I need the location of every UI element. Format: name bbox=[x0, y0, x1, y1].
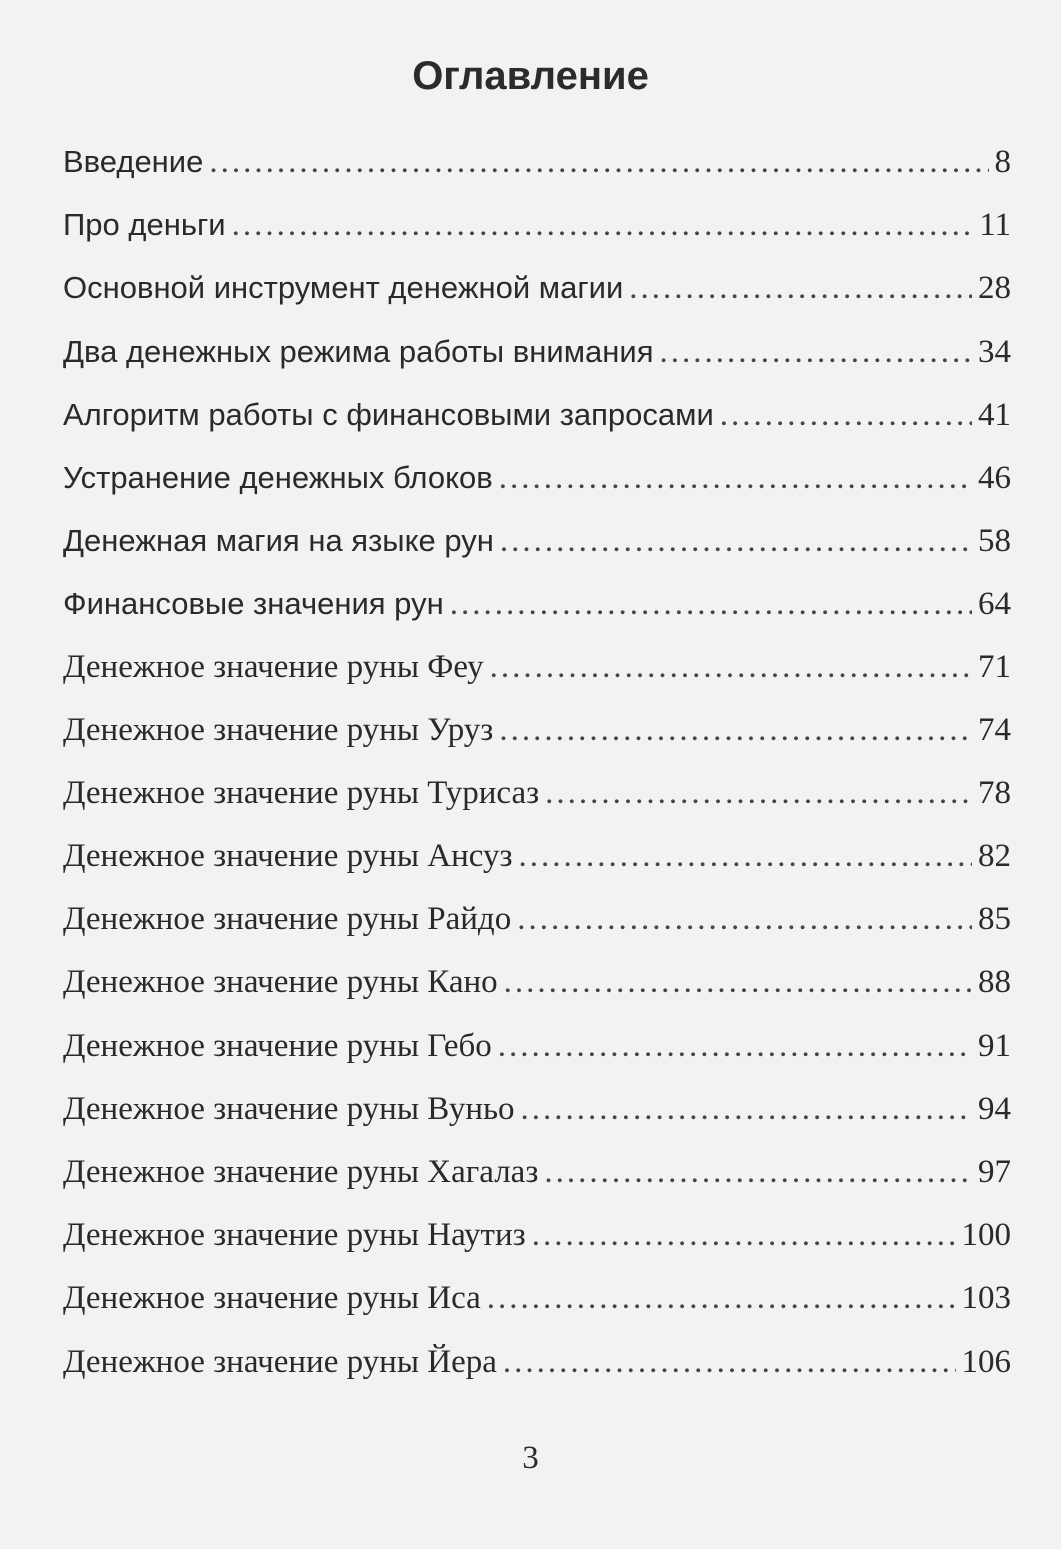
toc-leader-dots bbox=[629, 257, 972, 320]
toc-leader-dots bbox=[521, 1078, 972, 1141]
toc-leader-dots bbox=[450, 573, 972, 636]
toc-entry-label: Устранение денежных блоков bbox=[63, 459, 493, 495]
toc-entry-label: Денежное значение руны Йера bbox=[63, 1343, 497, 1380]
toc-entry-label: Основной инструмент денежной магии bbox=[63, 270, 624, 306]
toc-entry-page: 82 bbox=[978, 838, 1011, 875]
toc-entry bbox=[63, 130, 1011, 193]
toc-entry bbox=[63, 1267, 1011, 1330]
toc-entry bbox=[63, 509, 1011, 572]
toc-entry bbox=[63, 446, 1011, 509]
toc-entry-label: Денежное значение руны Иса bbox=[63, 1280, 481, 1317]
toc-entry bbox=[63, 572, 1011, 635]
toc-entry bbox=[63, 1204, 1011, 1267]
toc-entry-page: 28 bbox=[978, 270, 1011, 307]
toc-entry-label: Денежное значение руны Кано bbox=[63, 964, 498, 1001]
toc-entry-page: 41 bbox=[978, 396, 1011, 433]
toc-entry bbox=[63, 320, 1011, 383]
toc-leader-dots bbox=[498, 1015, 972, 1078]
toc-leader-dots bbox=[499, 447, 972, 510]
toc-entry bbox=[63, 193, 1011, 256]
toc-entry-page: 91 bbox=[978, 1027, 1011, 1064]
toc-entry bbox=[63, 951, 1011, 1014]
toc-leader-dots bbox=[490, 636, 972, 699]
toc-entry-label: Денежное значение руны Ансуз bbox=[63, 838, 513, 875]
toc-leader-dots bbox=[487, 1267, 956, 1330]
toc-entry-label: Денежное значение руны Турисаз bbox=[63, 774, 540, 811]
toc-leader-dots bbox=[544, 1141, 972, 1204]
toc-entry-page: 64 bbox=[978, 586, 1011, 623]
toc-entry bbox=[63, 636, 1011, 699]
toc-entry bbox=[63, 1015, 1011, 1078]
toc-leader-dots bbox=[500, 510, 972, 573]
toc-entry-label: Про деньги bbox=[63, 207, 226, 243]
toc-entry-page: 11 bbox=[979, 207, 1011, 244]
toc-entry bbox=[63, 1078, 1011, 1141]
toc-entry bbox=[63, 762, 1011, 825]
toc-entry bbox=[63, 383, 1011, 446]
toc-entry-page: 103 bbox=[961, 1280, 1011, 1317]
toc-entry-page: 106 bbox=[961, 1343, 1011, 1380]
toc-entry-page: 85 bbox=[978, 901, 1011, 938]
toc-leader-dots bbox=[503, 1331, 956, 1394]
toc-leader-dots bbox=[504, 951, 972, 1014]
toc-entry-label: Денежное значение руны Феу bbox=[63, 648, 484, 685]
toc-entry bbox=[63, 699, 1011, 762]
toc-entry-label: Денежное значение руны Райдо bbox=[63, 901, 512, 938]
toc-leader-dots bbox=[517, 888, 972, 951]
toc-leader-dots bbox=[532, 1204, 956, 1267]
toc-heading: Оглавление bbox=[412, 54, 649, 98]
toc-entry-page: 46 bbox=[978, 459, 1011, 496]
toc-entry bbox=[63, 825, 1011, 888]
toc-entry-page: 97 bbox=[978, 1154, 1011, 1190]
toc-list bbox=[63, 130, 1011, 1394]
toc-entry-page: 71 bbox=[978, 648, 1011, 685]
toc-entry bbox=[63, 888, 1011, 951]
toc-entry-page: 94 bbox=[978, 1090, 1011, 1127]
toc-entry-label: Денежное значение руны Уруз bbox=[63, 711, 494, 748]
toc-entry-label: Денежная магия на языке рун bbox=[63, 523, 494, 559]
toc-entry-label: Денежное значение руны Вуньо bbox=[63, 1090, 515, 1127]
toc-entry bbox=[63, 256, 1011, 319]
toc-leader-dots bbox=[232, 194, 974, 257]
toc-entry-page: 88 bbox=[978, 964, 1011, 1001]
toc-entry bbox=[63, 1141, 1011, 1204]
toc-entry-label: Два денежных режима работы внимания bbox=[63, 333, 654, 369]
toc-entry-page: 34 bbox=[978, 333, 1011, 370]
toc-leader-dots bbox=[720, 384, 972, 447]
toc-entry-page: 100 bbox=[961, 1217, 1011, 1254]
toc-entry-label: Денежное значение руны Хагалаз bbox=[63, 1154, 539, 1190]
toc-entry-label: Введение bbox=[63, 144, 204, 179]
toc-entry bbox=[63, 1331, 1011, 1394]
toc-leader-dots bbox=[499, 699, 972, 762]
toc-leader-dots bbox=[659, 321, 972, 384]
toc-entry-label: Финансовые значения рун bbox=[63, 586, 444, 622]
toc-leader-dots bbox=[545, 762, 972, 825]
toc-entry-label: Денежное значение руны Наутиз bbox=[63, 1217, 526, 1254]
footer-page-number: 3 bbox=[522, 1440, 539, 1476]
toc-entry-page: 8 bbox=[994, 144, 1011, 180]
toc-entry-page: 58 bbox=[978, 523, 1011, 560]
toc-entry-page: 78 bbox=[978, 774, 1011, 811]
toc-entry-label: Алгоритм работы с финансовыми запросами bbox=[63, 396, 714, 432]
toc-leader-dots bbox=[209, 131, 988, 194]
toc-entry-page: 74 bbox=[978, 711, 1011, 748]
toc-leader-dots bbox=[519, 825, 973, 888]
toc-entry-label: Денежное значение руны Гебо bbox=[63, 1027, 492, 1064]
